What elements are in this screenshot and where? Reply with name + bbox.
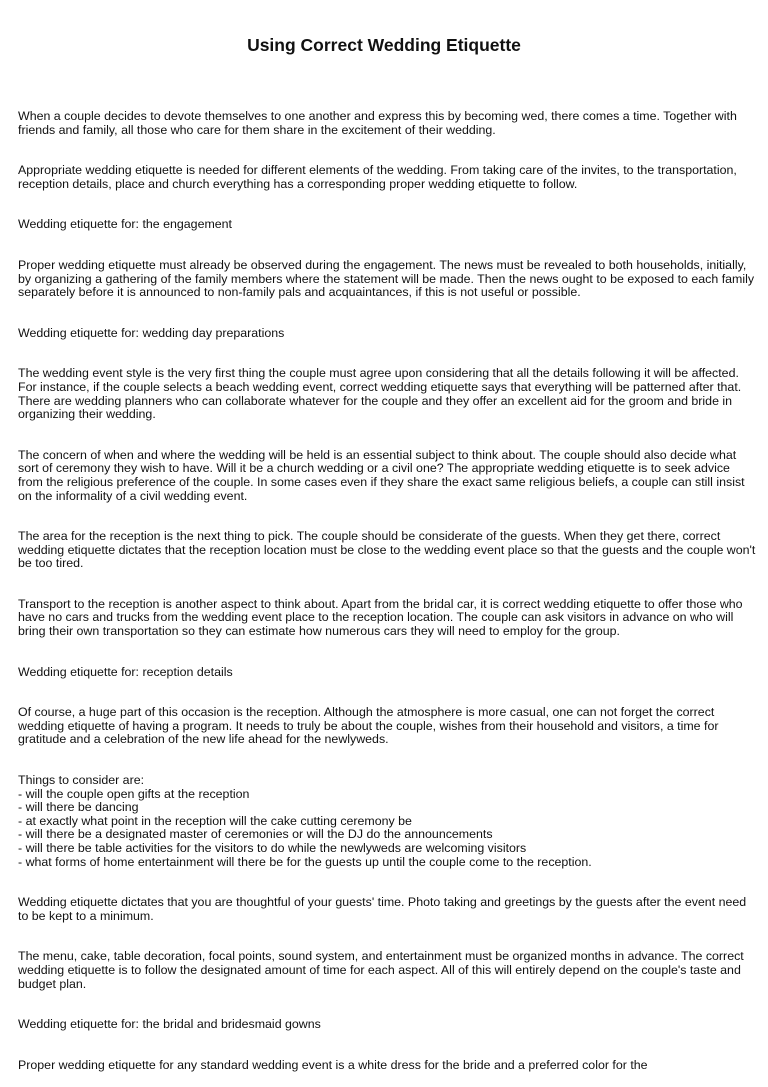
section-heading: Wedding etiquette for: reception details <box>18 664 233 679</box>
paragraph: The wedding event style is the very first thing the couple must agree upon considering that all the details following it will be affected. For instance, if the couple selects a beach wedding event, correct wedding etiquette says that everything will be patterned after that. There are wedding planners who can collaborate whatever for the couple and they offer an excellent aid for the groom and bride in organizing their wedding. <box>18 366 742 422</box>
paragraph: The menu, cake, table decoration, focal points, sound system, and entertainment must be organized months in advance. The correct wedding etiquette is to follow the designated amount of time for each aspect. All of this will entirely depend on the couple's taste and budget plan. <box>18 949 744 991</box>
list-item: - will there be table activities for the visitors to do while the newlyweds are welcoming visitors <box>18 841 527 855</box>
paragraph: When a couple decides to devote themselves to one another and express this by becoming wed, there comes a time. Together with friends and family, all those who care for them share in the excitement of their wedding. <box>18 109 737 137</box>
list-item: - will there be dancing <box>18 800 139 815</box>
document-body <box>18 110 758 1087</box>
paragraph: Of course, a huge part of this occasion is the reception. Although the atmosphere is more casual, one can not forget the correct wedding etiquette of having a program. It needs to truly be about the couple, wishes from their household and visitors, a time for gratitude and a celebration of the new life ahead for the newlyweds. <box>18 705 719 747</box>
list-item: - will the couple open gifts at the reception <box>18 786 250 801</box>
list <box>18 788 758 870</box>
paragraph: The area for the reception is the next thing to pick. The couple should be considerate of the guests. When they get there, correct wedding etiquette dictates that the reception location must be close to the wedding event place so that the guests and the couple won't be too tired. <box>18 529 756 571</box>
paragraph: Proper wedding etiquette must already be observed during the engagement. The news must be revealed to both households, initially, by organizing a gathering of the family members where the statement will be made. Then the news ought to be exposed to each family separately before it is announced to non-family pals and acquaintances, if this is not useful or possible. <box>18 257 755 300</box>
list-item: - will there be a designated master of ceremonies or will the DJ do the announcements <box>18 827 493 842</box>
section-heading: Wedding etiquette for: the engagement <box>18 217 233 232</box>
list-item: - at exactly what point in the reception will the cake cutting ceremony be <box>18 813 412 828</box>
paragraph: Wedding etiquette dictates that you are thoughtful of your guests' time. Photo taking and greetings by the guests after the event need to be kept to a minimum. <box>18 895 747 923</box>
considerations-list <box>18 774 758 869</box>
list-intro: Things to consider are: <box>18 773 145 788</box>
section-heading: Wedding etiquette for: wedding day preparations <box>18 325 285 340</box>
section-heading: Wedding etiquette for: the bridal and bridesmaid gowns <box>18 1017 321 1032</box>
page-title: Using Correct Wedding Etiquette <box>247 35 521 55</box>
paragraph: Appropriate wedding etiquette is needed for different elements of the wedding. From taking care of the invites, to the transportation, reception details, place and church everything has a corresponding proper wedding etiquette to follow. <box>18 163 737 191</box>
paragraph: Proper wedding etiquette for any standard wedding event is a white dress for the bride and a preferred color for the <box>18 1057 648 1072</box>
paragraph: Transport to the reception is another aspect to think about. Apart from the bridal car, it is correct wedding etiquette to offer those who have no cars and trucks from the wedding event place to the reception location. The couple can ask visitors in advance on who will bring their own transportation so they can estimate how numerous cars they will need to employ for the group. <box>18 596 743 639</box>
paragraph: The concern of when and where the wedding will be held is an essential subject to think about. The couple should also decide what sort of ceremony they wish to have. Will it be a church wedding or a civil one? The appropriate wedding etiquette is to seek advice from the religious preference of the couple. In some cases even if they share the exact same religious beliefs, a couple can still insist on the informality of a civil wedding event. <box>18 447 745 503</box>
list-item: - what forms of home entertainment will there be for the guests up until the couple come to the reception. <box>18 854 592 869</box>
